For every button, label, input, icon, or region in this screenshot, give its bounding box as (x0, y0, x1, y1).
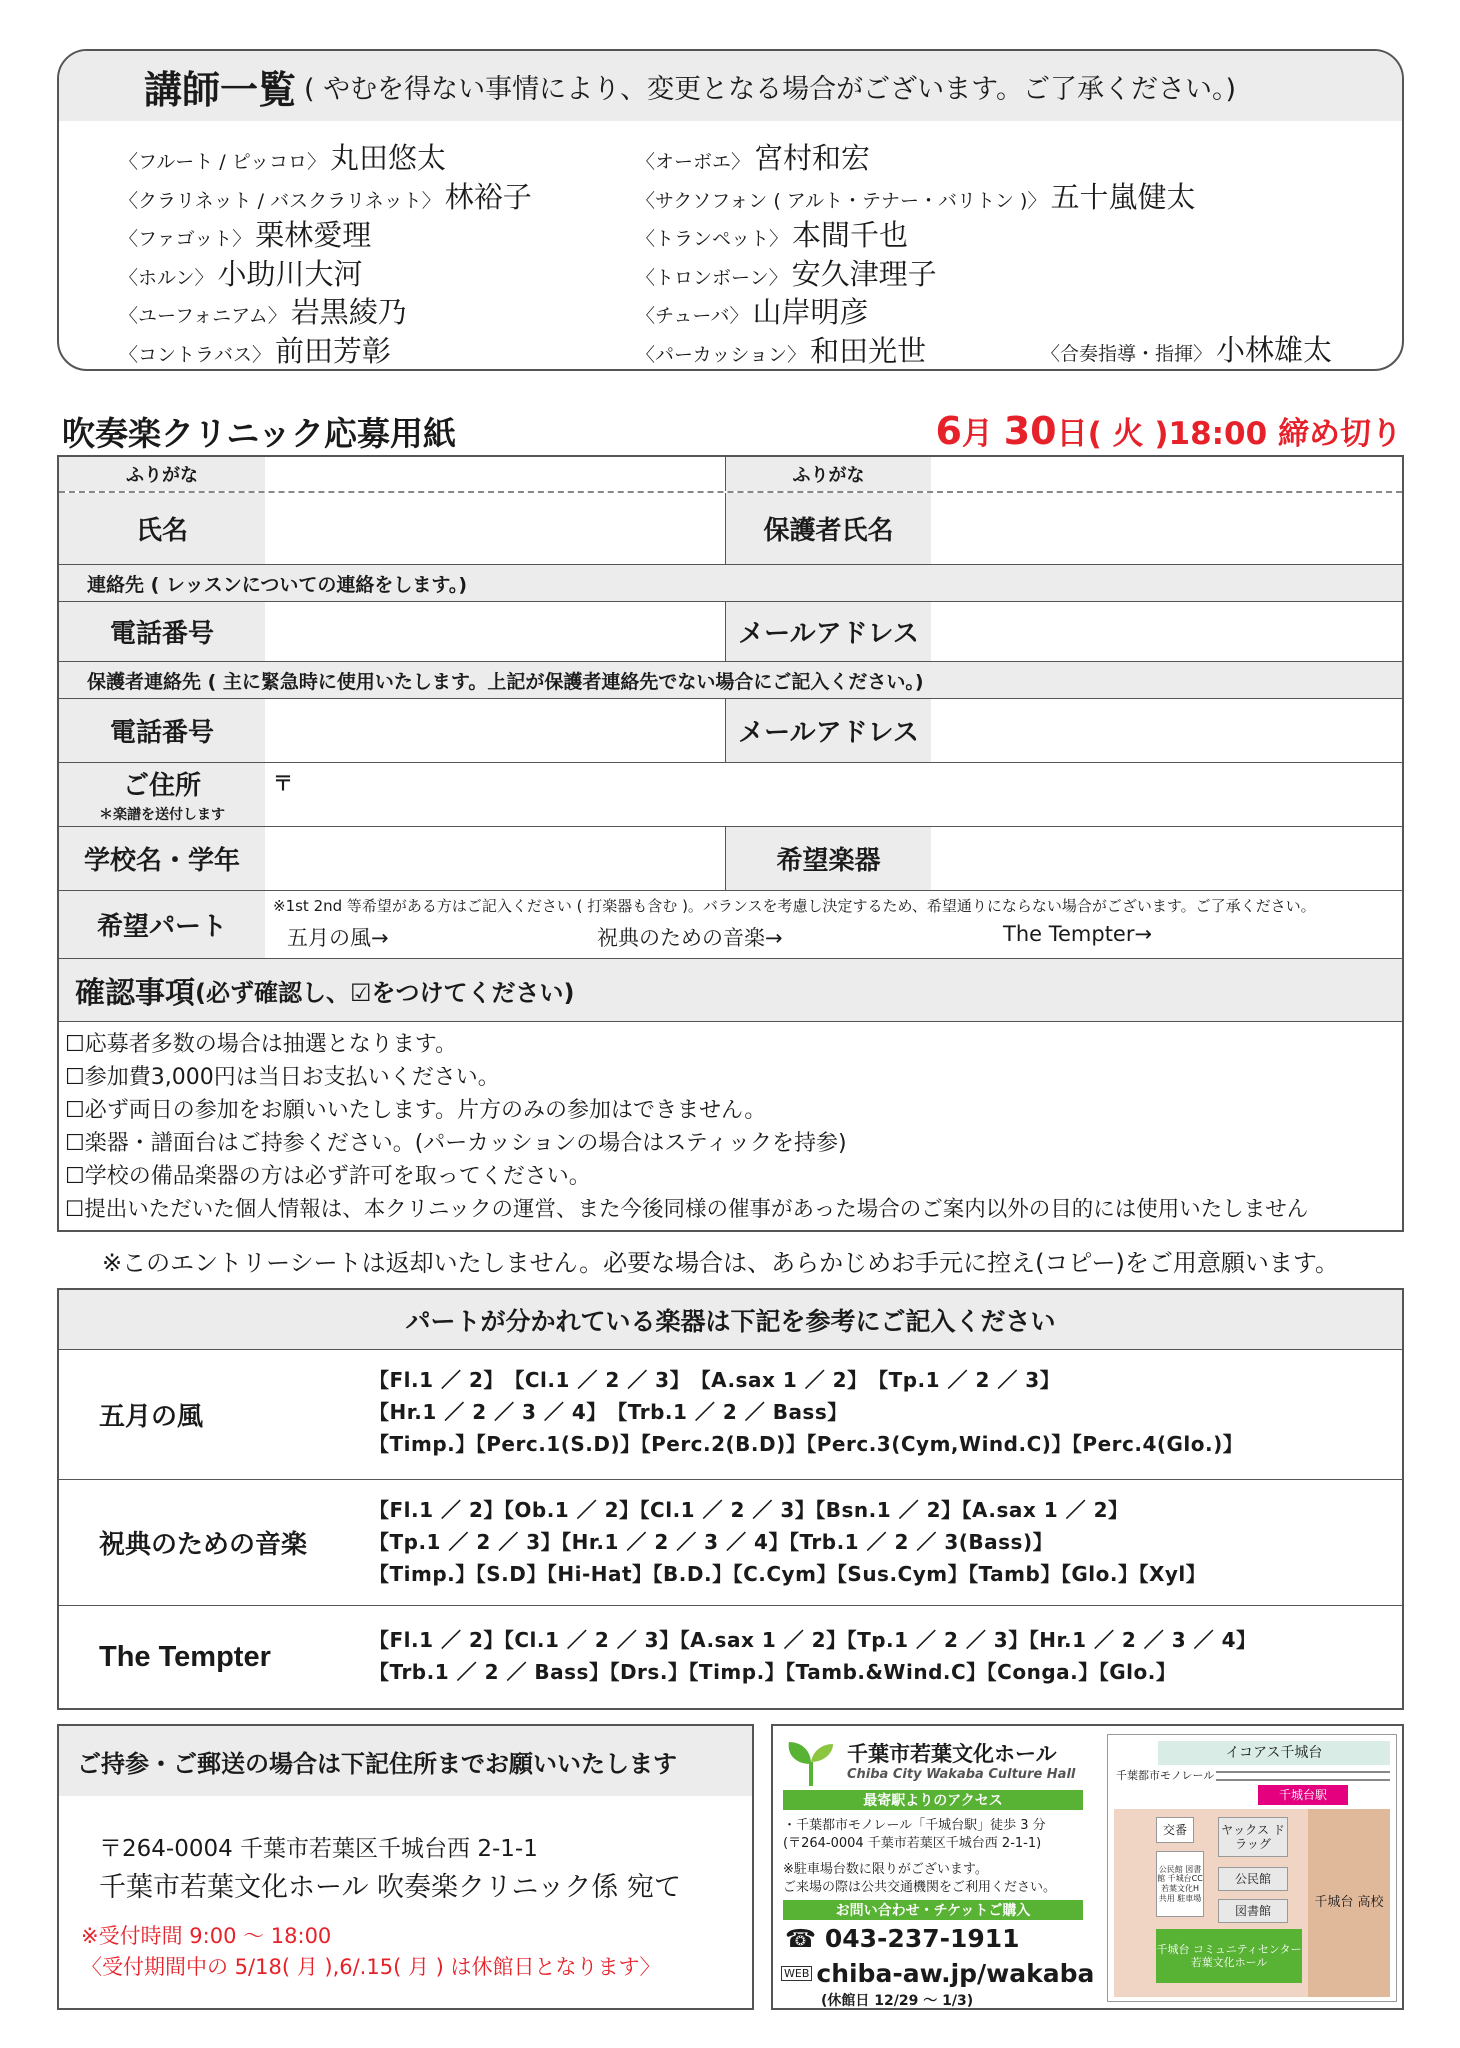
school-field[interactable] (265, 827, 725, 890)
deadline-month: 6 (935, 409, 962, 453)
part-entries (265, 916, 1402, 952)
confirm-title: 確認事項 (75, 976, 195, 1011)
instrument-label: 〈コントラバス〉 (119, 343, 272, 366)
hall-name: 千葉市若葉文化ホール (847, 1742, 1057, 1766)
hall-phone[interactable] (785, 1924, 1020, 1953)
confirm-list-row (59, 1022, 1402, 1230)
contact-label: お問い合わせ・チケットご購入 (783, 1900, 1083, 1920)
instrument-label: 〈トロンボーン〉 (636, 266, 788, 289)
hall-holiday: (休館日 12/29 ～ 1/3) (821, 1993, 974, 2009)
address-label-cell (59, 763, 265, 826)
guardian-phone-field[interactable] (265, 699, 725, 762)
contact-section-label: 連絡先 ( レッスンについての連絡をします。) (59, 565, 1402, 601)
hall-web-url: chiba-aw.jp/wakaba (816, 1959, 1095, 1988)
part-row (59, 891, 1402, 959)
conductor-label: 〈合奏指導・指揮〉 (1041, 343, 1213, 365)
furigana-row (59, 457, 1402, 493)
instructor-name: 栗林愛理 (255, 218, 372, 252)
piece-row-gogatsu (59, 1350, 1402, 1480)
piece-title: 祝典のための音楽 (99, 1530, 308, 1560)
map-hall: 千城台 コミュニティセンター 若葉文化ホール (1156, 1929, 1302, 1983)
mail-header: ご持参・ご郵送の場合は下記住所までお願いいたします (59, 1726, 752, 1796)
instructor-name: 和田光世 (810, 333, 927, 368)
instructor-name: 丸田悠太 (329, 141, 446, 175)
deadline-day-unit: 日 (1056, 416, 1088, 452)
address-field[interactable] (265, 763, 1402, 826)
piece-row-tempter (59, 1606, 1402, 1708)
part-line: 【Fl.1 ／ 2】 【Cl.1 ／ 2 ／ 3】 【A.sax 1 ／ 2】 【Tp.1 ／ 2 ／ 3】 (369, 1368, 1061, 1392)
part-field[interactable] (265, 891, 1402, 958)
map-kominkan: 公民館 (1218, 1867, 1288, 1891)
instrument-label: 〈クラリネット / バスクラリネット〉 (119, 189, 441, 212)
instructor-row (636, 175, 1196, 214)
guardian-name-label: 保護者氏名 (725, 493, 931, 564)
instructor-row (119, 175, 532, 214)
map-parking: 公民館 図書館 千城台CC 若葉文化H 共用 駐車場 (1156, 1851, 1204, 1917)
instrument-label: 〈サクソフォン ( アルト・テナー・バリトン )〉 (636, 189, 1047, 212)
map-koban: 交番 (1156, 1817, 1194, 1843)
hall-box (771, 1724, 1404, 2010)
address-sub-label: ＊楽譜を送付します (99, 807, 225, 823)
map-monorail: 千葉都市モノレール (1116, 1769, 1215, 1783)
hall-name-en: Chiba City Wakaba Culture Hall (847, 1767, 1076, 1782)
guardian-section-row (59, 662, 1402, 699)
instructor-column-left (119, 136, 532, 367)
instructor-row (636, 290, 1196, 329)
confirm-item[interactable]: ☐楽器・譜面台はご持参ください。(パーカッションの場合はスティックを持参) (65, 1131, 847, 1156)
instructor-title: 講師一覧 (144, 67, 297, 112)
access-line2: (〒264-0004 千葉市若葉区千城台西 2-1-1) (783, 1836, 1042, 1851)
part-entry-gogatsu: 五月の風→ (287, 926, 389, 950)
instructor-row (119, 252, 532, 291)
part-line: 【Hr.1 ／ 2 ／ 3 ／ 4】 【Trb.1 ／ 2 ／ Bass】 (369, 1400, 848, 1424)
guardian-contact-row (59, 699, 1402, 763)
phone-icon: ☎ (785, 1924, 817, 1953)
part-line: 【Tp.1 ／ 2 ／ 3】【Hr.1 ／ 2 ／ 3 ／ 4】【Trb.1 ／ 2 ／ 3(Bass)】 (369, 1530, 1054, 1554)
return-note: ※このエントリーシートは返却いたしません。必要な場合は、あらかじめお手元に控え(コピー)をご用意願います。 (102, 1249, 1339, 1277)
name-row (59, 493, 1402, 565)
instructor-name: 岩黒綾乃 (290, 295, 407, 329)
confirm-item[interactable]: ☐必ず両日の参加をお願いいたします。片方のみの参加はできません。 (65, 1098, 767, 1123)
part-entry-shukuten: 祝典のための音楽→ (597, 926, 783, 950)
deadline-weekday: ( 火 ) (1087, 416, 1169, 452)
instructor-row (636, 252, 1196, 291)
part-line: 【Trb.1 ／ 2 ／ Bass】【Drs.】【Timp.】【Tamb.&Wind.C】【Conga.】【Glo.】 (369, 1660, 1177, 1684)
deadline-month-unit: 月 (961, 416, 993, 452)
part-entry-tempter: The Tempter→ (1003, 922, 1153, 946)
instrument-label: 〈パーカッション〉 (636, 343, 807, 366)
instrument-label: 希望楽器 (725, 827, 931, 890)
instructor-row (119, 329, 532, 368)
guardian-furigana-field[interactable] (931, 457, 1402, 491)
furigana-field[interactable] (265, 457, 725, 491)
guardian-section-label: 保護者連絡先 ( 主に緊急時に使用いたします。上記が保護者連絡先でない場合にご記入ください。) (59, 662, 1402, 698)
confirm-item[interactable]: ☐応募者多数の場合は抽選となります。 (65, 1032, 457, 1057)
instructor-header (59, 51, 1402, 121)
part-line: 【Fl.1 ／ 2】【Cl.1 ／ 2 ／ 3】【A.sax 1 ／ 2】【Tp.1 ／ 2 ／ 3】【Hr.1 ／ 2 ／ 3 ／ 4】 (369, 1628, 1257, 1652)
piece-title: The Tempter (99, 1640, 271, 1673)
email-field[interactable] (931, 602, 1402, 661)
application-form (57, 455, 1404, 1232)
deadline-time: 18:00 (1168, 416, 1268, 452)
map-library: 図書館 (1218, 1899, 1288, 1923)
piece-row-shukuten (59, 1480, 1402, 1606)
confirm-list (59, 1022, 1308, 1230)
parts-table (57, 1288, 1404, 1710)
instrument-label: 〈ホルン〉 (119, 266, 214, 289)
guardian-email-field[interactable] (931, 699, 1402, 762)
school-row (59, 827, 1402, 891)
deadline-suffix: 締め切り (1278, 416, 1402, 452)
piece-parts (369, 1480, 1206, 1605)
instrument-label: 〈フルート / ピッコロ〉 (119, 151, 326, 173)
guardian-email-label: メールアドレス (725, 699, 931, 762)
instructor-name: 小助川大河 (217, 256, 363, 291)
phone-field[interactable] (265, 602, 725, 661)
name-field[interactable] (265, 493, 725, 564)
confirm-head-row (59, 959, 1402, 1022)
school-label: 学校名・学年 (59, 827, 265, 890)
web-icon: WEB (781, 1966, 812, 1981)
address-row (59, 763, 1402, 827)
guardian-furigana-label: ふりがな (725, 457, 931, 491)
instructor-name: 山岸明彦 (752, 295, 869, 329)
instrument-label: 〈ユーフォニアム〉 (119, 305, 287, 327)
instructor-box (57, 49, 1404, 371)
mail-address-line1: 〒264-0004 千葉市若葉区千城台西 2-1-1 (99, 1836, 538, 1862)
map-station: 千城台駅 (1258, 1785, 1348, 1805)
instrument-field[interactable] (931, 827, 1402, 890)
instructor-row (636, 136, 1196, 175)
confirm-item[interactable]: ☐学校の備品楽器の方は必ず許可を取ってください。 (65, 1164, 591, 1189)
address-label: ご住所 (122, 771, 201, 801)
part-line: 【Timp.】【Perc.1(S.D)】【Perc.2(B.D)】【Perc.3(Cym,Wind.C)】【Perc.4(Glo.)】 (369, 1432, 1244, 1456)
postal-mark: 〒 (273, 771, 293, 795)
instructor-name: 前田芳彰 (275, 333, 392, 368)
reception-hours: ※受付時間 9:00 ～ 18:00 (81, 1924, 332, 1948)
parking-line1: ※駐車場台数に限りがございます。 (783, 1862, 988, 1877)
confirm-header (59, 959, 1402, 1021)
deadline-day: 30 (1003, 409, 1057, 453)
instructor-row (119, 136, 532, 175)
instrument-label: 〈チューバ〉 (636, 305, 749, 327)
instructor-name: 安久津理子 (791, 256, 937, 291)
instructor-name: 林裕子 (444, 179, 532, 214)
phone-label: 電話番号 (59, 602, 265, 661)
email-label: メールアドレス (725, 602, 931, 661)
piece-title: 五月の風 (99, 1402, 204, 1432)
instrument-label: 〈トランペット〉 (636, 228, 789, 250)
instrument-label: 〈オーボエ〉 (636, 151, 751, 173)
part-line: 【Fl.1 ／ 2】【Ob.1 ／ 2】【Cl.1 ／ 2 ／ 3】【Bsn.1 ／ 2】【A.sax 1 ／ 2】 (369, 1498, 1129, 1522)
hall-web[interactable] (781, 1959, 1094, 1988)
deadline (935, 408, 1402, 453)
form-title: 吹奏楽クリニック応募用紙 (62, 414, 457, 453)
mail-address-line2: 千葉市若葉文化ホール 吹奏楽クリニック係 宛て (99, 1872, 682, 1903)
instructor-row (119, 290, 532, 329)
closed-days: 〈受付期間中の 5/18( 月 ),6/.15( 月 ) は休館日となります〉 (81, 1955, 661, 1979)
parts-header: パートが分かれている楽器は下記を参考にご記入ください (59, 1290, 1402, 1350)
access-line1: ・千葉都市モノレール「千城台駅」徒歩 3 分 (783, 1818, 1046, 1833)
instructor-name: 本間千也 (792, 218, 909, 252)
map-yaks: ヤックス ドラッグ (1218, 1817, 1288, 1857)
part-note: ※1st 2nd 等希望がある方はご記入ください ( 打楽器も含む )。バランスを考慮し決定するため、希望通りにならない場合がございます。ご了承ください。 (273, 897, 1316, 915)
hall-phone-number: 043-237-1911 (824, 1924, 1020, 1953)
instructor-note: ( やむを得ない事情により、変更となる場合がございます。ご了承ください。) (304, 73, 1237, 105)
name-label: 氏名 (59, 493, 265, 564)
map-school: 千城台 高校 (1308, 1809, 1390, 1997)
part-line: 【Timp.】【S.D】【Hi-Hat】【B.D.】【C.Cym】【Sus.Cym】【Tamb】【Glo.】【Xyl】 (369, 1562, 1207, 1586)
confirm-sub: (必ず確認し、☑をつけてください) (195, 978, 575, 1007)
contact-row (59, 602, 1402, 662)
confirm-item[interactable]: ☐参加費3,000円は当日お支払いください。 (65, 1065, 500, 1090)
furigana-label: ふりがな (59, 457, 265, 491)
guardian-phone-label: 電話番号 (59, 699, 265, 762)
mail-box (57, 1724, 754, 2010)
parking-line2: ご来場の際は公共交通機関をご利用ください。 (783, 1880, 1057, 1895)
piece-parts (369, 1606, 1257, 1708)
piece-parts (369, 1350, 1243, 1479)
conductor-name: 小林雄太 (1216, 333, 1333, 367)
guardian-name-field[interactable] (931, 493, 1402, 564)
confirm-item[interactable]: ☐提出いただいた個人情報は、本クリニックの運営、また今後同様の催事があった場合のご案内以外の目的には使用いたしません (65, 1197, 1309, 1222)
access-label: 最寄駅よりのアクセス (783, 1790, 1083, 1810)
conductor-row (1041, 328, 1332, 369)
hall-logo-icon (783, 1738, 839, 1788)
map-aeon: イコアス千城台 (1158, 1741, 1390, 1765)
instructor-name: 宮村和宏 (754, 141, 871, 175)
instructor-row (636, 213, 1196, 252)
access-map (1107, 1734, 1397, 2002)
instrument-label: 〈ファゴット〉 (119, 228, 252, 250)
part-label: 希望パート (59, 891, 265, 958)
instructor-row (119, 213, 532, 252)
instructor-name: 五十嵐健太 (1050, 179, 1196, 214)
contact-section-row (59, 565, 1402, 602)
